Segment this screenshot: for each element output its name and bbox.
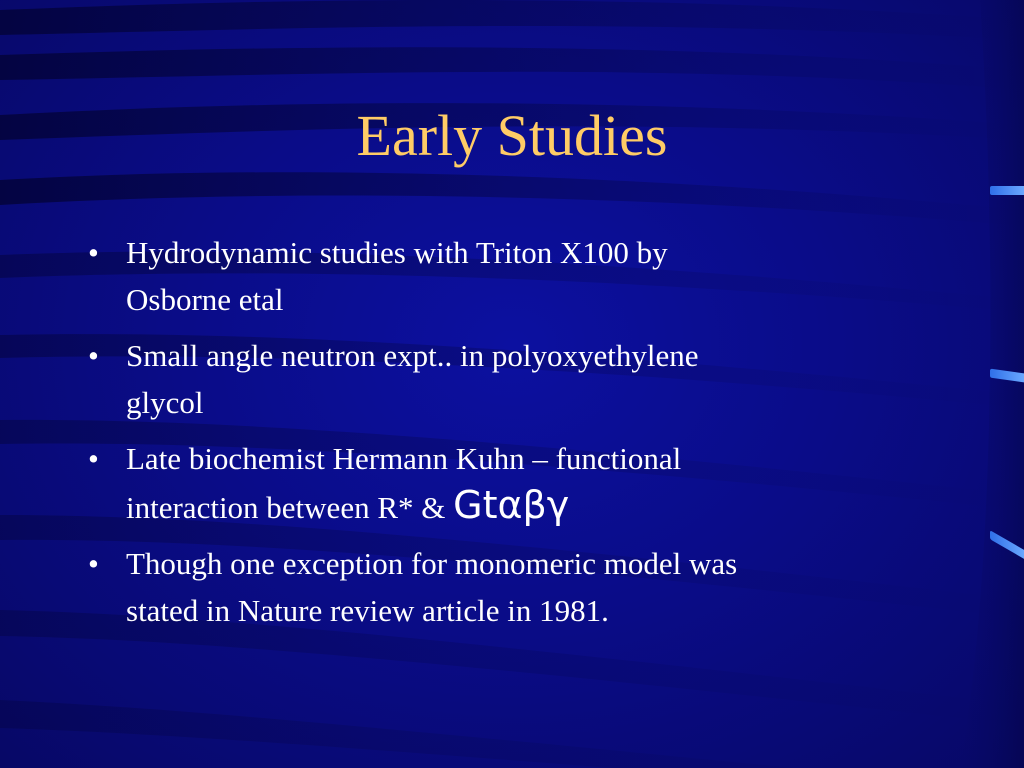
bullet-marker: • — [88, 441, 99, 476]
bullet-item — [84, 435, 924, 531]
wave-band — [0, 172, 1024, 226]
bullet-text: stated in Nature review article in 1981. — [126, 593, 609, 628]
bullet-marker: • — [88, 338, 99, 373]
slide-title: Early Studies — [356, 103, 668, 168]
wave-band — [0, 0, 1024, 40]
bullet-text: interaction between R* & — [126, 490, 454, 525]
bullet-list — [84, 229, 924, 643]
bullet-item — [84, 229, 924, 323]
bullet-text: Small angle neutron expt.. in polyoxyethylene — [126, 338, 699, 373]
wave-band — [0, 47, 1024, 90]
bullet-item — [84, 540, 924, 634]
wave-band — [0, 700, 1024, 768]
accent-tab — [990, 186, 1024, 195]
bullet-text: Late biochemist Hermann Kuhn – functional — [126, 441, 682, 476]
bullet-text: Though one exception for monomeric model was — [126, 546, 738, 581]
bullet-marker: • — [88, 546, 99, 581]
greek-symbols: Gtαβγ — [453, 483, 570, 527]
bullet-text: Osborne etal — [126, 282, 284, 317]
bullet-text: Hydrodynamic studies with Triton X100 by — [126, 235, 668, 270]
bullet-item — [84, 332, 924, 426]
bullet-text: glycol — [126, 385, 204, 420]
bullet-marker: • — [88, 235, 99, 270]
